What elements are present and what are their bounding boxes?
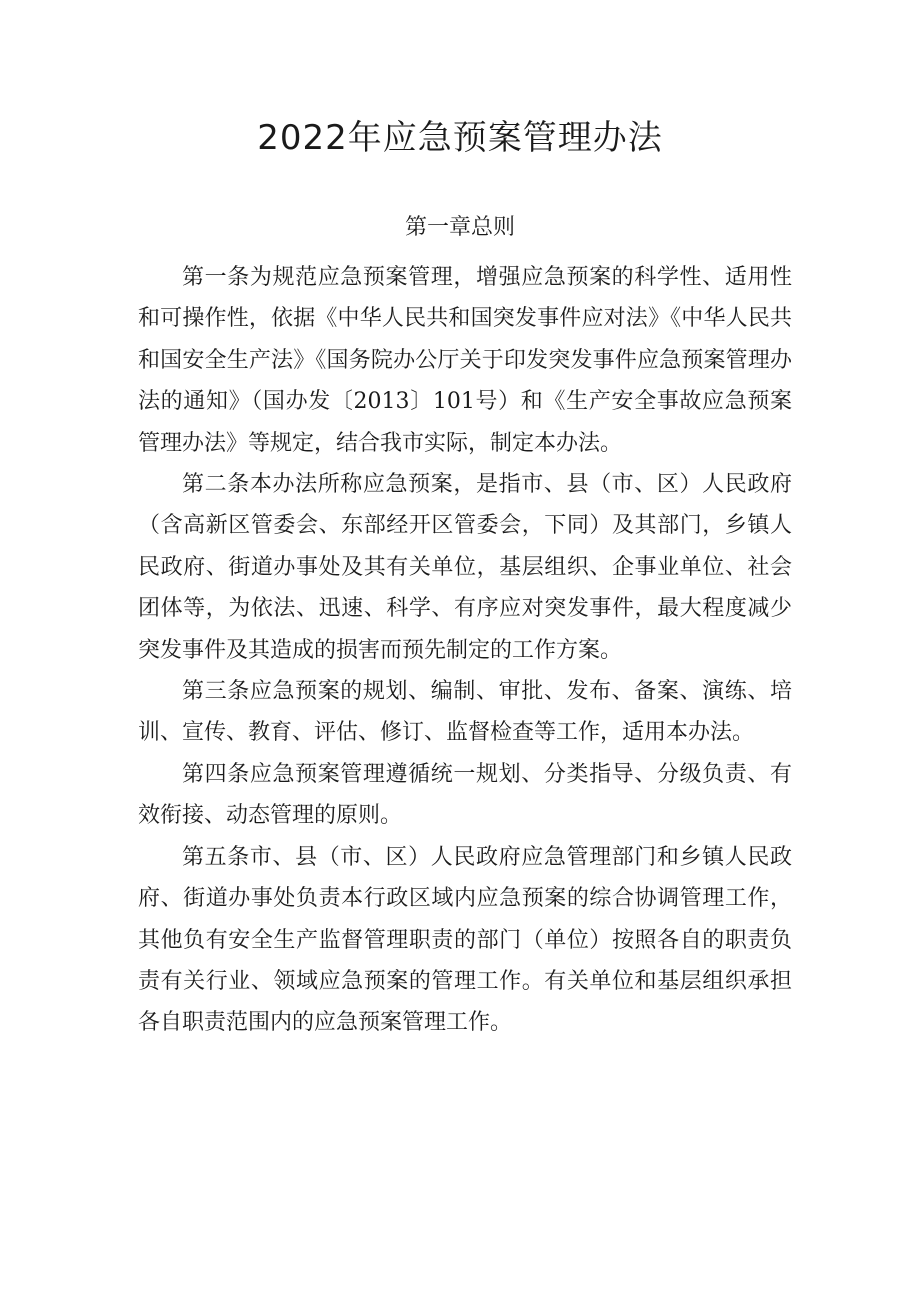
chapter-heading: 第一章总则 bbox=[404, 215, 515, 240]
article-1-paragraph: 第一条为规范应急预案管理，增强应急预案的科学性、适用性和可操作性，依据《中华人民共和国突发事件应对法》《中华人民共和国安全生产法》《国务院办公厅关于印发突发事件应急预案管理办法的通知》（国办发〔2013〕101号）和《生产安全事故应急预案管理办法》等规定，结合我市实际，制定本办法。 bbox=[138, 265, 792, 456]
article-2-paragraph: 第二条本办法所称应急预案，是指市、县（市、区）人民政府（含高新区管委会、东部经开区管委会，下同）及其部门，乡镇人民政府、街道办事处及其有关单位，基层组织、企事业单位、社会团体等，为依法、迅速、科学、有序应对突发事件，最大程度减少突发事件及其造成的损害而预先制定的工作方案。 bbox=[138, 472, 792, 663]
document-body bbox=[138, 257, 792, 1044]
article-5-paragraph: 第五条市、县（市、区）人民政府应急管理部门和乡镇人民政府、街道办事处负责本行政区域内应急预案的综合协调管理工作，其他负有安全生产监督管理职责的部门（单位）按照各自的职责负责有关行业、领域应急预案的管理工作。有关单位和基层组织承担各自职责范围内的应急预案管理工作。 bbox=[138, 844, 792, 1036]
document-title: 2022年应急预案管理办法 bbox=[257, 118, 663, 158]
article-4-paragraph: 第四条应急预案管理遵循统一规划、分类指导、分级负责、有效衔接、动态管理的原则。 bbox=[138, 761, 792, 829]
article-3-paragraph: 第三条应急预案的规划、编制、审批、发布、备案、演练、培训、宣传、教育、评估、修订、监督检查等工作，适用本办法。 bbox=[138, 679, 792, 746]
